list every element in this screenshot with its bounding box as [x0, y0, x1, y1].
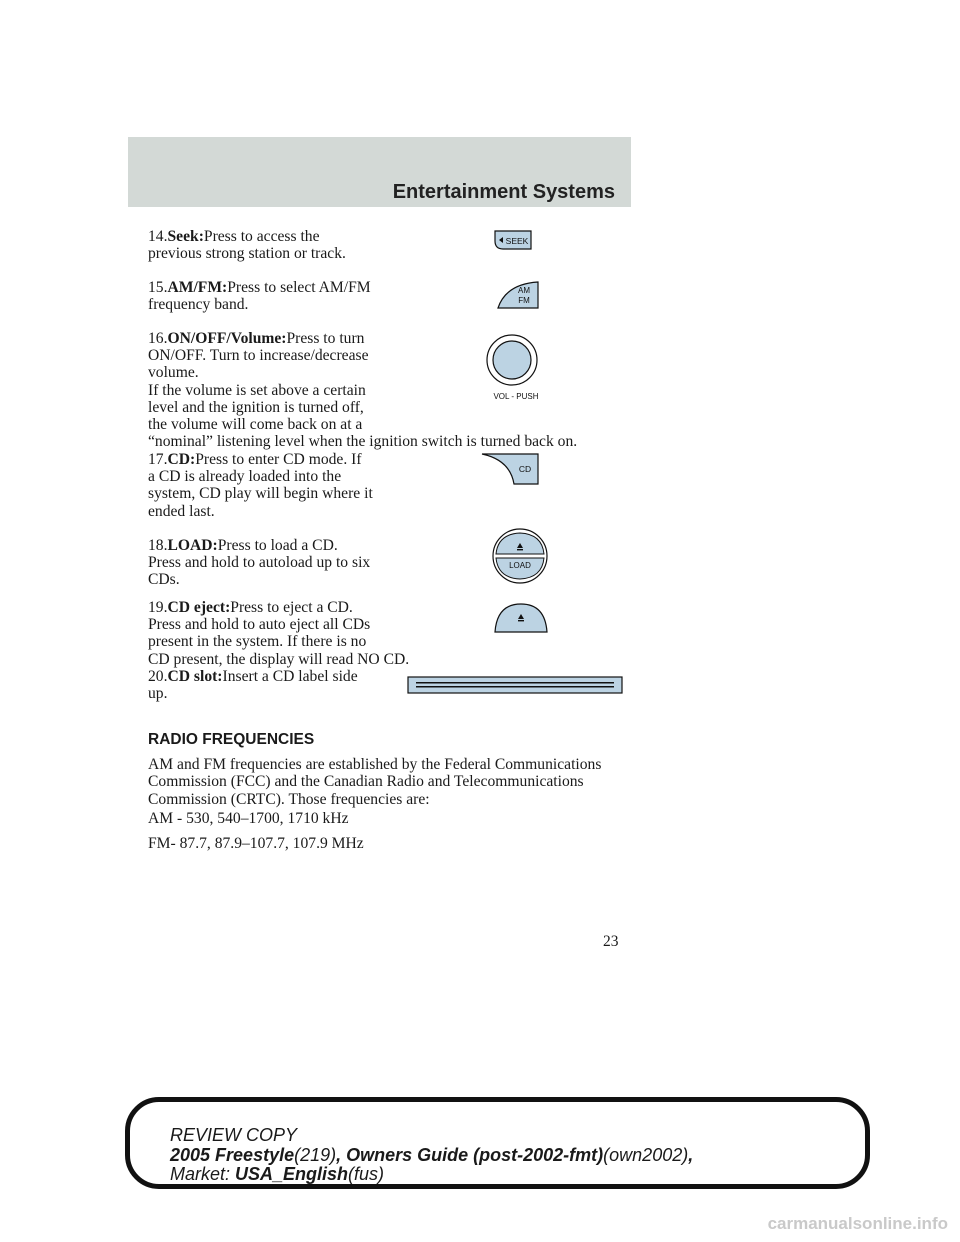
- item-label: CD eject:: [167, 599, 231, 616]
- radio-intro-line: Commission (FCC) and the Canadian Radio and Telecommunications: [148, 773, 584, 791]
- item-text: a CD is already loaded into the: [148, 468, 342, 486]
- header-band: [128, 137, 631, 207]
- item-text: Press to select AM/FM: [227, 279, 371, 296]
- am-fm-button-icon: [496, 280, 540, 315]
- volume-knob-icon: [484, 334, 550, 407]
- page-number: 23: [603, 933, 619, 950]
- am-icon-text: AM: [518, 286, 530, 295]
- load-button-icon: [491, 528, 549, 589]
- item-text: ended last.: [148, 502, 215, 520]
- footer-segment: (own2002): [603, 1145, 689, 1165]
- item-text: Press to enter CD mode. If: [195, 451, 362, 468]
- item-text: Press to eject a CD.: [230, 599, 353, 616]
- item-text: previous strong station or track.: [148, 245, 346, 263]
- item-20-slot: [148, 668, 398, 702]
- vol-push-icon-text: VOL - PUSH: [493, 392, 539, 401]
- review-copy-label: REVIEW COPY: [170, 1125, 298, 1145]
- item-text: Press and hold to autoload up to six: [148, 554, 371, 572]
- item-text: volume.: [148, 364, 199, 382]
- footer-segment: USA_English: [235, 1164, 349, 1184]
- item-label: ON/OFF/Volume:: [167, 330, 287, 347]
- document-info-line: [170, 1145, 693, 1165]
- radio-frequencies-heading: RADIO FREQUENCIES: [148, 731, 315, 748]
- fm-frequencies: FM- 87.7, 87.9–107.7, 107.9 MHz: [148, 835, 364, 852]
- cd-slot-icon: [407, 676, 623, 699]
- load-icon-text: LOAD: [509, 561, 531, 570]
- seek-icon-text: SEEK: [505, 236, 529, 246]
- footer-segment: ,: [688, 1145, 694, 1165]
- footer-segment: (fus): [348, 1164, 385, 1184]
- footer-segment: , Owners Guide (post-2002-fmt): [336, 1145, 604, 1165]
- item-number: 17.: [148, 451, 168, 468]
- item-label: CD slot:: [167, 668, 223, 685]
- item-text: ON/OFF. Turn to increase/decrease: [148, 347, 369, 365]
- fm-icon-text: FM: [518, 296, 530, 305]
- radio-intro-paragraph: [148, 756, 601, 808]
- cd-icon-text: CD: [518, 464, 532, 474]
- item-label: CD:: [167, 451, 196, 468]
- item-text: present in the system. If there is no: [148, 633, 367, 651]
- item-16-volume: [148, 330, 628, 450]
- item-text: CD present, the display will read NO CD.: [148, 650, 410, 668]
- section-title: Entertainment Systems: [392, 181, 615, 203]
- item-text: up.: [148, 685, 168, 703]
- item-text: the volume will come back on at a: [148, 416, 363, 434]
- item-number: 14.: [148, 228, 168, 245]
- market-info-line: [170, 1164, 384, 1184]
- item-number: 16.: [148, 330, 168, 347]
- item-text: level and the ignition is turned off,: [148, 398, 364, 416]
- item-label: Seek:: [167, 228, 204, 245]
- item-14-seek: [148, 228, 398, 262]
- watermark: carmanualsonline.info: [767, 1214, 948, 1233]
- item-text: Press to turn: [286, 330, 365, 347]
- cd-button-icon: [480, 452, 540, 491]
- item-text: Insert a CD label side: [222, 668, 358, 685]
- item-18-load: [148, 537, 398, 589]
- item-text: Press to load a CD.: [217, 537, 338, 554]
- footer-segment: Market:: [170, 1164, 236, 1184]
- item-text: If the volume is set above a certain: [148, 381, 366, 399]
- item-17-cd: [148, 451, 398, 520]
- item-text: system, CD play will begin where it: [148, 485, 373, 503]
- item-number: 19.: [148, 599, 168, 616]
- item-label: LOAD:: [167, 537, 218, 554]
- radio-intro-line: Commission (CRTC). Those frequencies are:: [148, 790, 430, 808]
- radio-intro-line: AM and FM frequencies are established by the Federal Communications: [148, 756, 602, 773]
- item-text: frequency band.: [148, 296, 249, 314]
- footer-segment: 2005 Freestyle: [170, 1145, 295, 1165]
- am-frequencies: AM - 530, 540–1700, 1710 kHz: [148, 810, 349, 827]
- item-number: 20.: [148, 668, 168, 685]
- footer-segment: (219): [294, 1145, 337, 1165]
- item-text: Press to access the: [203, 228, 320, 245]
- item-number: 18.: [148, 537, 168, 554]
- item-19-eject: [148, 599, 628, 668]
- item-15-amfm: [148, 279, 398, 313]
- item-text: “nominal” listening level when the ignition switch is turned back on.: [148, 433, 578, 451]
- item-text: Press and hold to auto eject all CDs: [148, 616, 371, 634]
- review-copy-box: [125, 1097, 870, 1189]
- eject-button-icon: [493, 602, 549, 639]
- item-number: 15.: [148, 279, 168, 296]
- item-label: AM/FM:: [167, 279, 228, 296]
- item-text: CDs.: [148, 571, 180, 589]
- seek-button-icon: [493, 229, 533, 256]
